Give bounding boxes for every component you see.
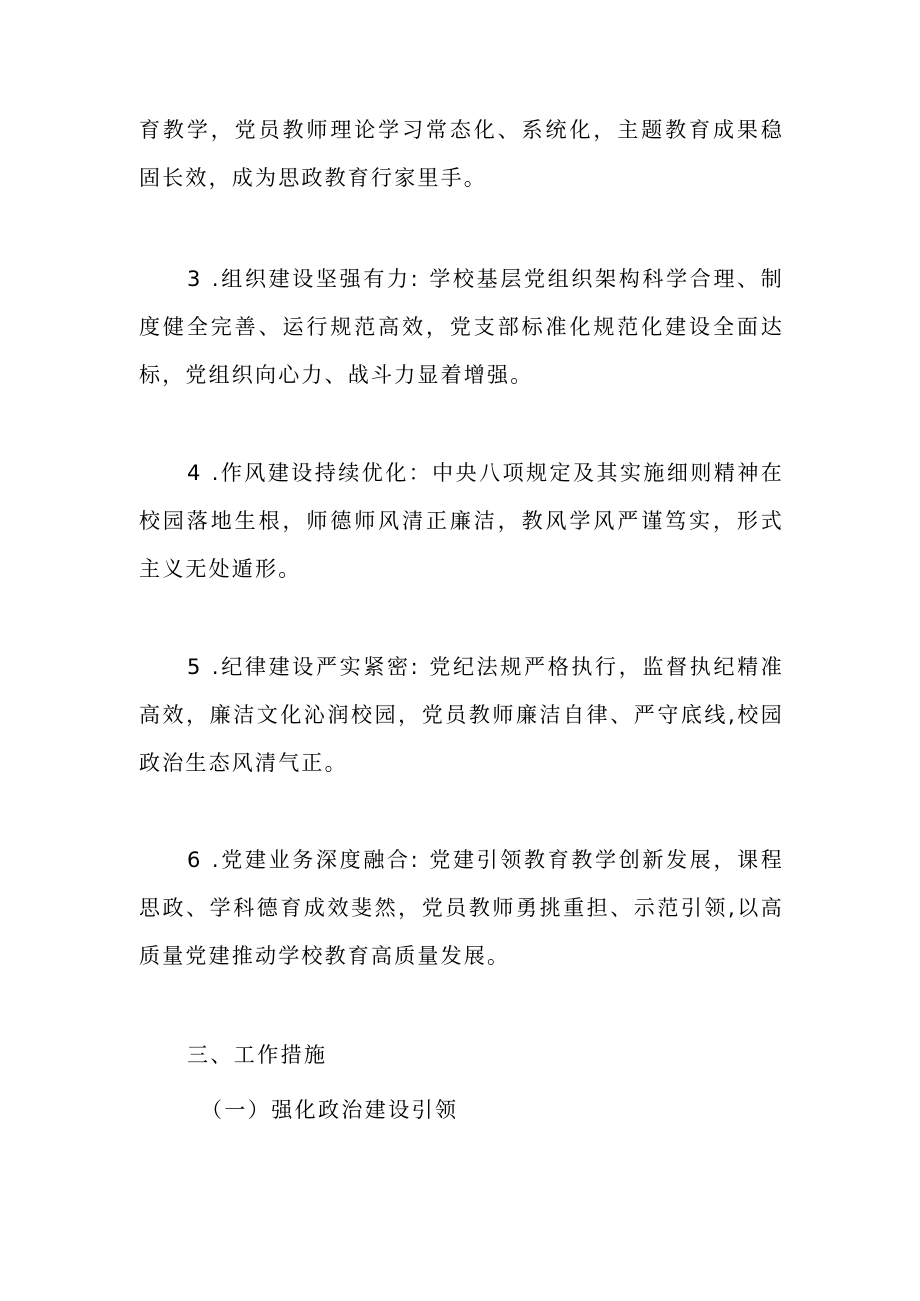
section-heading: 三、工作措施 [187, 1043, 328, 1067]
paragraph-item-5-discipline: 5 .纪律建设严实紧密: 党纪法规严格执行，监督执纪精准高效，廉洁文化沁润校园，党员教师廉洁自律、严守底线,校园政治生态风清气正。 [139, 655, 784, 775]
paragraph-item-4-work-style: 4 .作风建设持续优化：中央八项规定及其实施细则精神在校园落地生根，师德师风清正廉洁，教风学风严谨笃实，形式主义无处遁形。 [139, 461, 784, 581]
paragraph-continued-intro: 育教学，党员教师理论学习常态化、系统化，主题教育成果稳固长效，成为思政教育行家里手。 [139, 118, 784, 190]
paragraph-item-3-organization: 3 .组织建设坚强有力: 学校基层党组织架构科学合理、制度健全完善、运行规范高效，党支部标准化规范化建设全面达标，党组织向心力、战斗力显着增强。 [139, 267, 784, 387]
subsection-heading: （一）强化政治建设引领 [201, 1098, 459, 1122]
paragraph-item-6-integration: 6 .党建业务深度融合: 党建引领教育教学创新发展，课程思政、学科德育成效斐然，党员教师勇挑重担、示范引领,以高质量党建推动学校教育高质量发展。 [139, 848, 784, 968]
